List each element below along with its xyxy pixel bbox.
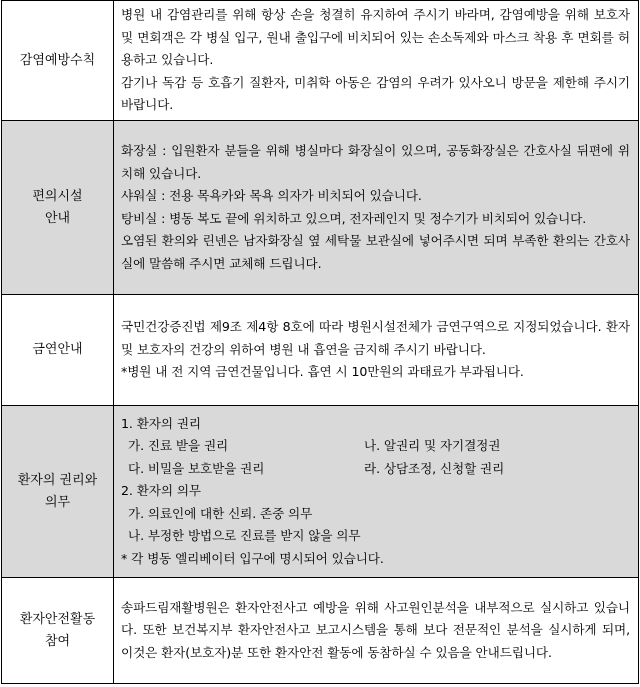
- paragraph: 탕비실 : 병동 복도 끝에 위치하고 있으며, 전자레인지 및 정수기가 비치되어 있습니다.: [121, 210, 587, 226]
- infection-prevention-row: [2, 1, 639, 121]
- paragraph: 감기나 독감 등 호흡기 질환자, 미취학 아동은 감염의 우려가 있사오니 방문을 제한해 주시기 바랍니다.: [121, 74, 630, 113]
- row-header: [2, 578, 114, 684]
- patient-rights-row: [2, 406, 639, 578]
- header-text: 참여: [44, 633, 71, 649]
- rights-note: * 각 병동 엘리베이터 입구에 명시되어 있습니다.: [121, 550, 384, 566]
- header-text: 감염예방수칙: [19, 52, 96, 68]
- right-item: 다. 비밀을 보호받을 권리: [128, 460, 265, 476]
- header-text: 편의시설: [32, 188, 83, 204]
- row-content: [114, 578, 639, 684]
- header-text: 환자안전활동: [19, 611, 96, 627]
- right-item: 라. 상담조정, 신청할 권리: [364, 460, 505, 476]
- hospital-guide-table: [1, 0, 639, 684]
- row-content: [114, 121, 639, 295]
- facilities-row: [2, 121, 639, 295]
- row-header: [2, 295, 114, 406]
- header-text: 안내: [44, 210, 71, 226]
- paragraph: 송파드림재활병원은 환자안전사고 예방을 위해 사고원인분석을 내부적으로 실시하고 있습니다. 또한 보건복지부 환자안전사고 보고시스템을 통해 보다 전문적인 분석을 실시하게 되며, 이것은 환자(보호자)분 또한 환자안전 활동에 동참하실 수 있음을 안내드립니다.: [121, 599, 630, 660]
- rights-line: [121, 435, 630, 458]
- duties-title: 2. 환자의 의무: [121, 483, 201, 499]
- row-content: [114, 295, 639, 406]
- duty-item: 나. 부정한 방법으로 진료를 받지 않을 의무: [128, 528, 361, 544]
- row-content: [114, 1, 639, 121]
- paragraph: *병원 내 전 지역 금연건물입니다. 흡연 시 10만원의 과태료가 부과됩니다.: [121, 364, 524, 380]
- header-text: 환자의 권리와: [17, 472, 98, 488]
- header-text: 의무: [44, 494, 71, 510]
- row-header: [2, 406, 114, 578]
- rights-line: [121, 458, 630, 481]
- row-content: [114, 406, 639, 578]
- right-item: 가. 진료 받을 권리: [128, 438, 229, 454]
- rights-title: 1. 환자의 권리: [121, 415, 201, 431]
- right-item: 나. 알권리 및 자기결정권: [364, 438, 501, 454]
- patient-safety-row: [2, 578, 639, 684]
- row-header: [2, 121, 114, 295]
- paragraph: 샤워실 : 전용 목욕카와 목욕 의자가 비치되어 있습니다.: [121, 188, 422, 203]
- header-text: 금연안내: [32, 342, 83, 357]
- paragraph: 국민건강증진법 제9조 제4항 8호에 따라 병원시설전체가 금연구역으로 지정되었습니다. 환자 및 보호자의 건강의 위하여 병원 내 흡연을 금지해 주시기 바랍니다.: [121, 319, 630, 357]
- duty-item: 가. 의료인에 대한 신뢰. 존중 의무: [128, 505, 313, 521]
- row-header: [2, 1, 114, 121]
- paragraph: 화장실 : 입원환자 분들을 위해 병실마다 화장실이 있으며, 공동화장실은 간호사실 뒤편에 위치해 있습니다.: [121, 143, 630, 181]
- paragraph: 오염된 환의와 린넨은 남자화장실 옆 세탁물 보관실에 넣어주시면 되며 부족한 환의는 간호사실에 말씀해 주시면 교체해 드립니다.: [121, 233, 630, 271]
- paragraph: 병원 내 감염관리를 위해 항상 손을 청결히 유지하여 주시기 바라며, 감염예방을 위해 보호자 및 면회객은 각 병실 입구, 원내 출입구에 비치되어 있는 손소독제와 마스크 착용 후 면회를 허용하고 있습니다.: [121, 7, 630, 68]
- no-smoking-row: [2, 295, 639, 406]
